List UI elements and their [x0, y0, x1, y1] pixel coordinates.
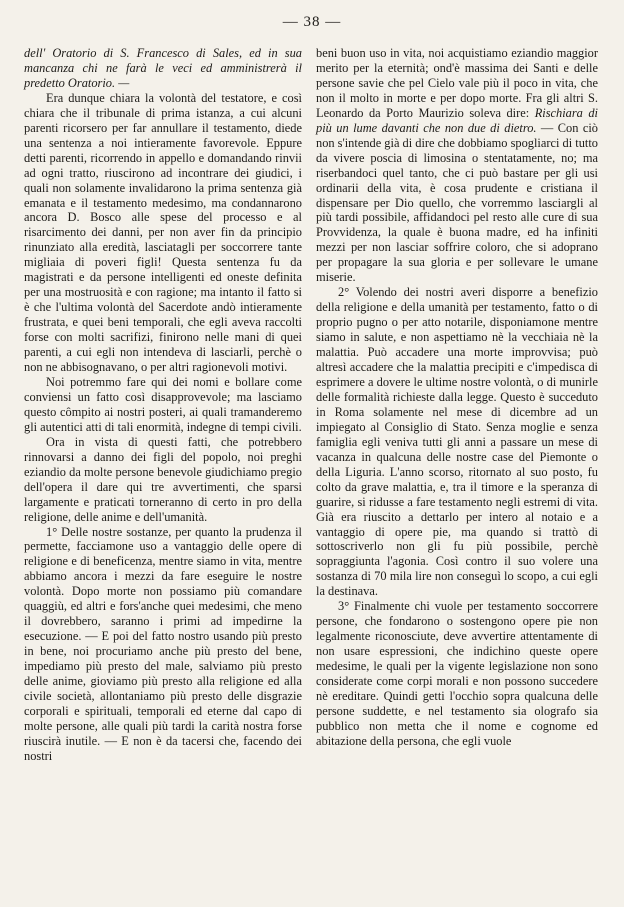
paragraph-second-warning: 2° Volendo dei nostri averi disporre a benefizio della religione e della umanità per testamento, fatto o di proprio pugno o per atto notarile, disponiamone mentre siamo in salute, e non aspettiamo nè la vecchiaia nè la malattia. Può accadere una morte improvvisa; può altresì accadere che la malattia precipiti e c'impedisca di esprimere a dovere le ultime nostre volontà, o di munirle delle formalità richieste dalla legge. Questo è succeduto in Roma solamente nel mese di dicembre ad un impiegato al Consiglio di Stato. Senza moglie e senza famiglia egli veniva tutti gli anni a passare un mese di vacanza in qualcuna delle nostre case del Piemonte o della Liguria. L'anno scorso, ritornato al suo posto, fu colto da grave malattia, e, tra il timore e la speranza di guarire, si ridusse a fare testamento negli estremi di vita. Già era riuscito a dettarlo per intero al notaio e a vantaggio di opere pie, ma quando si trattò di sottoscriverlo non gli fu più possibile, perchè sopraggiunta l'agonia. Così contro il suo volere una sostanza di 70 mila lire non conseguì lo scopo, a cui egli la destinava.: [316, 285, 598, 599]
italic-fragment: dell' Oratorio di S. Francesco di Sales, ed in sua mancanza chi ne farà le veci ed amministrerà il predetto Oratorio. —: [24, 46, 302, 90]
right-column: [316, 46, 598, 749]
paragraph-warnings-intro: Ora in vista di questi fatti, che potrebbero rinnovarsi a danno dei figli del popolo, noi preghi eziandio da molte persone benevole giudichiamo pregio dell'opera il dare qui tre avvertimenti, che sparsi largamente e praticati torneranno di certo in pro della religione, delle anime e dell'umanità.: [24, 434, 302, 524]
paragraph-names: Noi potremmo fare qui dei nomi e bollare come conviensi un fatto così disapprovevole; ma lasciamo questo cômpito ai nostri posteri, ai quali tramanderemo gli autentici atti di tali enormità, indegne di tempi civili.: [24, 374, 302, 434]
saint-quote: Rischiara di più un lume davanti che non due di dietro.: [316, 105, 598, 135]
continuation-start: beni buon uso in vita, noi acquistiamo eziandio maggior merito per la eternità; ond'è massima dei Santi e delle persone savie che pel Cielo vale più il poco in vita, che non il molto in morte e per dopo morte. Fra gli altri S. Leonardo da Porto Maurizio soleva dire:: [316, 46, 598, 120]
page-number: — 38 —: [282, 14, 342, 30]
opening-italic-text: [24, 46, 302, 91]
left-column: [24, 46, 302, 764]
continuation-end: — Con ciò non s'intende già di dire che dobbiamo spogliarci di tutto da vivere poscia di limosina o stentatamente, no; ma riserbandoci quel tanto, che ci può bastare per gli usi ordinarii della vita, è cosa prudente e cristiana il dispensare per Dio quello, che vorremmo lasciargli al più tardi possibile, affidandoci pel resto alle cure di sua Provvidenza, la quale è buona madre, ed ha infiniti mezzi per non lasciar soffrire coloro, che si adoprano per propagare la sua gloria e per sollevare le umane miserie.: [316, 120, 598, 285]
paragraph-continuation: [316, 46, 598, 285]
paragraph-first-warning: 1° Delle nostre sostanze, per quanto la prudenza il permette, facciamone uso a vantaggio delle opere di religione e di beneficenza, mentre siamo in vita, mentre abbiamo ancora i mezzi da fare eseguire le nostre volontà. Dopo morte non possiamo più comandare quaggiù, ed altri e fors'anche quei medesimi, che meno il dovrebbero, saranno i primi ad impedirne la esecuzione. — E poi del fatto nostro usando più presto in bene, noi procuriamo anche più presto del bene, impediamo più presto del male, salviamo più presto delle anime, gioviamo più presto alla religione ed alla civile società, allontaniamo più presto delle disgrazie corporali e spirituali, temporali ed eterne dal capo di molte persone, alle quali più tardi la carità nostra forse riuscirà inutile. — E non è da tacersi che, facendo dei nostri: [24, 524, 302, 763]
paragraph-testator-will: Era dunque chiara la volontà del testatore, e così chiara che il tribunale di prima istanza, a cui alcuni parenti ricorsero per far annullare il testamento, diede una sentenza a noi intieramente favorevole. Eppure detti parenti, ricorrendo in appello e domandando rinvii ad ogni tratto, riuscirono ad incontrare dei giudici, i quali non solamente invalidarono la prima sentenza già emanata e il testamento medesimo, ma condannarono ancora D. Bosco alle spese del processo e al risarcimento dei danni, per non aver fin da principio rinunziato alla eredità, lasciatagli per soccorrere tante migliaia di poveri figli! Questa sentenza fu da magistrati e da persone intelligenti ed oneste definita per una mostruosità e con ragione; ma intanto il fatto si è che l'ultima volontà del Sacerdote andò intieramente frustrata, e quei beni temporali, che egli aveva raccolti forse con molti sacrifizi, finirono nelle mani di quei parenti, a cui egli non intendeva di lasciarli, perchè o non ne abbisognavano, o per altri ragionevoli motivi.: [24, 90, 302, 375]
paragraph-third-warning: 3° Finalmente chi vuole per testamento soccorrere persone, che fondarono o sostengono opere pie non legalmente riconosciute, deve avvertire attentamente di non usare espressioni, che indichino queste opere medesime, le quali per la vigente legislazione non sono considerate come corpi morali e non possono succedere nè ereditare. Quindi getti l'occhio sopra qualcuna delle persone suddette, e nel testamento sia olografo sia pubblico non metta che il nome e cognome ed abitazione della persona, che egli vuole: [316, 599, 598, 748]
